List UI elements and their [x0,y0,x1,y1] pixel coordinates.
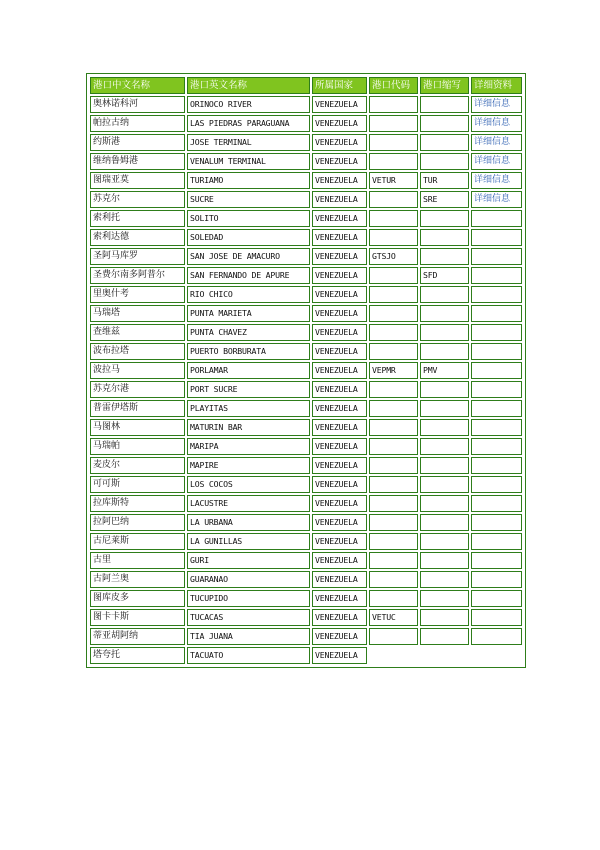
cell-country: VENEZUELA [312,305,367,322]
cell-en-name: PUNTA MARIETA [187,305,310,322]
cell-en-name: ORINOCO RIVER [187,96,310,113]
cell-port-abbr [420,96,469,113]
cell-detail[interactable]: 详细信息 [471,172,522,189]
cell-cn-name: 维纳鲁姆港 [90,153,185,170]
cell-en-name: PORT SUCRE [187,381,310,398]
header-port-abbr: 港口缩写 [420,77,469,94]
cell-detail[interactable]: 详细信息 [471,134,522,151]
cell-cn-name: 塔夸托 [90,647,185,664]
cell-detail [471,628,522,645]
cell-port-code [369,96,418,113]
table-row [90,647,522,664]
cell-detail [471,305,522,322]
table-row [90,305,522,322]
cell-cn-name: 马图林 [90,419,185,436]
cell-country: VENEZUELA [312,324,367,341]
cell-detail[interactable]: 详细信息 [471,153,522,170]
cell-cn-name: 图卡卡斯 [90,609,185,626]
cell-cn-name: 图库皮多 [90,590,185,607]
cell-en-name: MAPIRE [187,457,310,474]
cell-en-name: LA GUNILLAS [187,533,310,550]
cell-port-abbr [420,438,469,455]
table-row [90,590,522,607]
cell-country: VENEZUELA [312,229,367,246]
cell-country: VENEZUELA [312,533,367,550]
cell-detail [471,362,522,379]
header-cn-name: 港口中文名称 [90,77,185,94]
cell-cn-name: 拉库斯特 [90,495,185,512]
cell-en-name: PUNTA CHAVEZ [187,324,310,341]
cell-en-name: TACUATO [187,647,310,664]
cell-port-abbr [420,533,469,550]
cell-port-code [369,457,418,474]
cell-en-name: SAN FERNANDO DE APURE [187,267,310,284]
cell-port-code: VETUR [369,172,418,189]
table-row [90,248,522,265]
cell-port-code [369,495,418,512]
cell-cn-name: 苏克尔 [90,191,185,208]
cell-cn-name: 古尼莱斯 [90,533,185,550]
cell-port-abbr [420,229,469,246]
cell-port-code [369,153,418,170]
cell-country: VENEZUELA [312,647,367,664]
table-row [90,134,522,151]
cell-detail [471,229,522,246]
cell-cn-name: 帕拉古纳 [90,115,185,132]
cell-cn-name: 古里 [90,552,185,569]
cell-en-name: SUCRE [187,191,310,208]
cell-port-abbr [420,305,469,322]
cell-cn-name: 苏克尔港 [90,381,185,398]
cell-detail [471,457,522,474]
cell-detail [471,343,522,360]
cell-country: VENEZUELA [312,628,367,645]
cell-port-abbr [420,457,469,474]
cell-en-name: PLAYITAS [187,400,310,417]
cell-cn-name: 普雷伊塔斯 [90,400,185,417]
cell-detail [471,533,522,550]
table-row [90,552,522,569]
cell-cn-name: 索利托 [90,210,185,227]
cell-port-abbr [420,210,469,227]
cell-en-name: LACUSTRE [187,495,310,512]
cell-en-name: LOS COCOS [187,476,310,493]
cell-cn-name: 里奥什考 [90,286,185,303]
cell-detail [471,476,522,493]
cell-detail[interactable]: 详细信息 [471,115,522,132]
cell-country: VENEZUELA [312,343,367,360]
cell-port-abbr: PMV [420,362,469,379]
table-row [90,438,522,455]
cell-country: VENEZUELA [312,362,367,379]
cell-port-code [369,514,418,531]
table-row [90,115,522,132]
table-body [90,96,522,664]
cell-port-code [369,571,418,588]
cell-en-name: TUCACAS [187,609,310,626]
table-header [90,77,522,94]
cell-cn-name: 查维兹 [90,324,185,341]
cell-port-abbr [420,153,469,170]
cell-cn-name: 麦皮尔 [90,457,185,474]
cell-country: VENEZUELA [312,267,367,284]
cell-cn-name: 马瑞塔 [90,305,185,322]
cell-country: VENEZUELA [312,457,367,474]
cell-country: VENEZUELA [312,210,367,227]
cell-country: VENEZUELA [312,172,367,189]
table-row [90,628,522,645]
cell-port-code [369,628,418,645]
cell-detail [471,571,522,588]
cell-port-code [369,267,418,284]
port-table-frame [86,73,526,668]
cell-port-code [369,191,418,208]
cell-port-abbr [420,552,469,569]
cell-port-code [369,115,418,132]
cell-port-abbr: SRE [420,191,469,208]
cell-detail [471,609,522,626]
cell-port-code [369,229,418,246]
cell-port-code [369,324,418,341]
cell-port-code [369,286,418,303]
table-row [90,571,522,588]
cell-detail [471,514,522,531]
cell-country: VENEZUELA [312,115,367,132]
cell-port-code: GTSJO [369,248,418,265]
cell-detail [471,248,522,265]
cell-port-code [369,305,418,322]
cell-port-abbr [420,324,469,341]
header-country: 所属国家 [312,77,367,94]
table-row [90,495,522,512]
cell-detail [471,495,522,512]
cell-cn-name: 奥林诺科河 [90,96,185,113]
cell-port-abbr [420,571,469,588]
cell-country: VENEZUELA [312,153,367,170]
cell-country: VENEZUELA [312,609,367,626]
cell-cn-name: 可可斯 [90,476,185,493]
cell-cn-name: 波布拉塔 [90,343,185,360]
cell-port-abbr: SFD [420,267,469,284]
cell-port-code [369,476,418,493]
cell-detail [471,324,522,341]
cell-port-abbr [420,419,469,436]
cell-en-name: TIA JUANA [187,628,310,645]
cell-port-code [369,210,418,227]
table-row [90,267,522,284]
table-row [90,400,522,417]
cell-detail [471,267,522,284]
cell-port-code: VEPMR [369,362,418,379]
table-row [90,172,522,189]
cell-detail [471,400,522,417]
header-row [90,77,522,94]
cell-country: VENEZUELA [312,514,367,531]
header-en-name: 港口英文名称 [187,77,310,94]
cell-country: VENEZUELA [312,552,367,569]
cell-en-name: SAN JOSE DE AMACURO [187,248,310,265]
cell-cn-name: 约斯港 [90,134,185,151]
table-row [90,476,522,493]
cell-port-code [369,343,418,360]
table-row [90,191,522,208]
cell-en-name: PUERTO BORBURATA [187,343,310,360]
cell-port-abbr [420,495,469,512]
table-row [90,153,522,170]
cell-en-name: PORLAMAR [187,362,310,379]
cell-en-name: SOLEDAD [187,229,310,246]
cell-country: VENEZUELA [312,134,367,151]
cell-country: VENEZUELA [312,495,367,512]
cell-port-abbr [420,286,469,303]
cell-detail [471,381,522,398]
table-row [90,457,522,474]
cell-en-name: TUCUPIDO [187,590,310,607]
table-row [90,343,522,360]
cell-port-abbr [420,609,469,626]
cell-cn-name: 索利达德 [90,229,185,246]
table-row [90,609,522,626]
cell-en-name: MARIPA [187,438,310,455]
cell-detail[interactable]: 详细信息 [471,191,522,208]
table-row [90,324,522,341]
cell-en-name: TURIAMO [187,172,310,189]
cell-port-code [369,590,418,607]
cell-port-abbr [420,381,469,398]
cell-port-code [369,381,418,398]
cell-detail [471,552,522,569]
cell-country: VENEZUELA [312,381,367,398]
cell-en-name: LAS PIEDRAS PARAGUANA [187,115,310,132]
empty-gap [369,647,522,664]
cell-port-abbr [420,476,469,493]
cell-port-code [369,438,418,455]
cell-cn-name: 波拉马 [90,362,185,379]
cell-en-name: JOSE TERMINAL [187,134,310,151]
table-row [90,514,522,531]
cell-port-abbr [420,115,469,132]
cell-detail [471,210,522,227]
cell-cn-name: 拉阿巴纳 [90,514,185,531]
header-port-code: 港口代码 [369,77,418,94]
table-row [90,229,522,246]
table-row [90,362,522,379]
cell-port-abbr [420,590,469,607]
cell-country: VENEZUELA [312,286,367,303]
cell-cn-name: 图瑞亚莫 [90,172,185,189]
cell-en-name: SOLITO [187,210,310,227]
cell-cn-name: 古阿兰奥 [90,571,185,588]
cell-port-abbr [420,400,469,417]
cell-port-abbr [420,343,469,360]
cell-detail [471,419,522,436]
cell-cn-name: 圣费尔南多阿普尔 [90,267,185,284]
cell-country: VENEZUELA [312,248,367,265]
cell-port-code [369,419,418,436]
cell-port-abbr [420,248,469,265]
cell-en-name: VENALUM TERMINAL [187,153,310,170]
table-row [90,210,522,227]
cell-detail [471,286,522,303]
header-detail: 详细资料 [471,77,522,94]
cell-en-name: GURI [187,552,310,569]
cell-detail [471,590,522,607]
cell-en-name: RIO CHICO [187,286,310,303]
cell-country: VENEZUELA [312,590,367,607]
cell-cn-name: 马瑞帕 [90,438,185,455]
cell-country: VENEZUELA [312,400,367,417]
table-row [90,533,522,550]
cell-country: VENEZUELA [312,476,367,493]
table-row [90,286,522,303]
cell-port-code [369,400,418,417]
cell-cn-name: 圣阿马库罗 [90,248,185,265]
cell-port-code [369,552,418,569]
cell-detail[interactable]: 详细信息 [471,96,522,113]
cell-en-name: GUARANAO [187,571,310,588]
cell-port-abbr [420,628,469,645]
cell-country: VENEZUELA [312,96,367,113]
cell-port-abbr [420,514,469,531]
table-row [90,419,522,436]
table-row [90,96,522,113]
table-row [90,381,522,398]
cell-port-code: VETUC [369,609,418,626]
cell-cn-name: 蒂亚胡阿纳 [90,628,185,645]
cell-country: VENEZUELA [312,571,367,588]
cell-country: VENEZUELA [312,191,367,208]
cell-country: VENEZUELA [312,438,367,455]
cell-port-abbr: TUR [420,172,469,189]
port-table [88,75,524,666]
cell-en-name: MATURIN BAR [187,419,310,436]
cell-en-name: LA URBANA [187,514,310,531]
cell-country: VENEZUELA [312,419,367,436]
cell-port-code [369,134,418,151]
cell-port-code [369,533,418,550]
cell-port-abbr [420,134,469,151]
cell-detail [471,438,522,455]
